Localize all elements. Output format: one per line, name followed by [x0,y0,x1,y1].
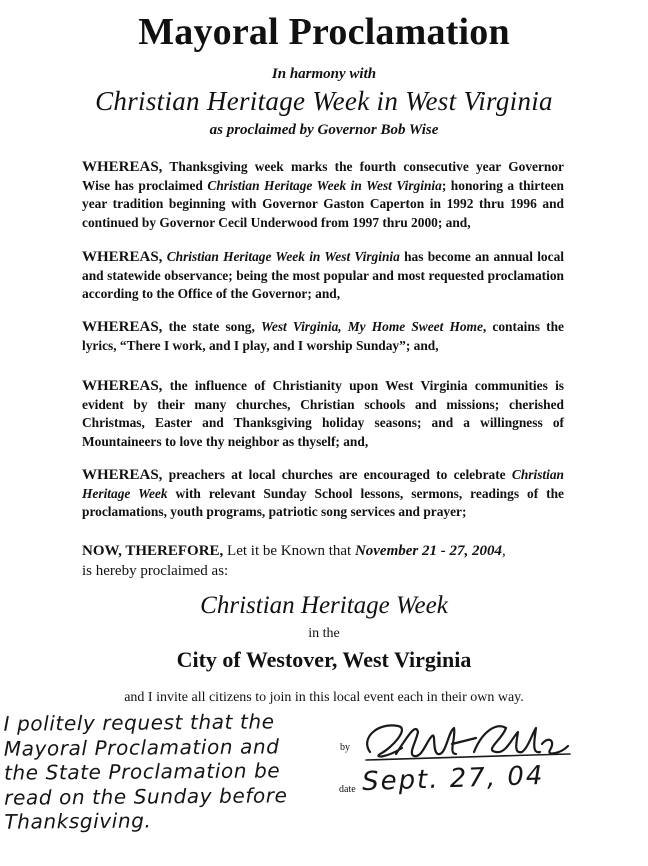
whereas-lead: WHEREAS, [82,319,163,335]
therefore-comma: , [502,543,506,559]
by-label: by [340,742,350,753]
whereas-text: the influence of Christianity upon West Virginia communities is evident by their many churches, Christian schools and missions; cherished Christmas, Easter and Thanksgiving holiday seasons; and a willingness of Mountaineers to love thy neighbor as thyself; and, [82,378,564,449]
in-the-label: in the [308,626,340,641]
whereas-paragraph-3 [82,318,564,355]
city-name: City of Westover, West Virginia [176,647,472,672]
whereas-paragraph-1 [82,158,564,232]
whereas-italic: West Virginia, My Home Sweet Home [260,319,483,334]
handwritten-line: the State Proclamation be [3,758,281,785]
whereas-italic: Christian Heritage Week in West Virginia [162,249,400,264]
whereas-text: , contains the lyrics, “There I work, and I play, and I worship Sunday”; and, [82,319,564,353]
whereas-paragraph-5 [82,466,564,522]
whereas-text: ; honoring a thirteen year tradition beginning with Governor Gaston Caperton in 1992 thru 1996 and continued by Governor Cecil Underwood from 1997 thru 2000; and, [82,177,564,230]
event-heading: Christian Heritage Week in West Virginia [95,86,553,116]
whereas-italic: Christian Heritage Week in West Virginia [207,177,442,193]
signature-graphic [356,718,576,766]
handwritten-line: Mayoral Proclamation and [3,733,280,761]
handwritten-date: Sept. 27, 04 [361,760,545,798]
therefore-text: Let it be Known that [223,543,355,559]
whereas-lead: WHEREAS, [82,249,163,265]
whereas-paragraph-4 [82,377,564,451]
handwritten-note [3,708,404,834]
whereas-text: has become an annual local and statewide observance; being the most popular and most requested proclamation according to the Office of the Governor; and, [82,249,564,302]
page-title: Mayoral Proclamation [138,11,510,53]
whereas-text: with relevant Sunday School lessons, sermons, readings of the proclamations, youth programs, patriotic song services and prayer; [82,485,564,520]
event-dates: November 21 - 27, 2004 [354,543,502,559]
handwritten-line: read on the Sunday before [4,782,288,810]
whereas-paragraph-2 [82,248,564,304]
handwritten-line: Thanksgiving. [4,808,152,834]
invitation-line: and I invite all citizens to join in this local event each in their own way. [124,690,524,705]
whereas-text: preachers at local churches are encouraged to celebrate [162,467,512,482]
whereas-text: the state song, [162,319,261,334]
whereas-italic: Christian Heritage Week [82,467,564,501]
whereas-lead: WHEREAS, [82,378,163,394]
proclaimed-event-title: Christian Heritage Week [200,592,448,619]
proclaimed-by-line: as proclaimed by Governor Bob Wise [209,122,439,138]
date-label: date [339,784,356,795]
whereas-lead: WHEREAS, [82,159,163,175]
whereas-text: Thanksgiving week marks the fourth consecutive year Governor Wise has proclaimed [82,159,564,193]
in-harmony-line: In harmony with [271,66,377,82]
therefore-lead: NOW, THEREFORE, [82,543,224,559]
whereas-lead: WHEREAS, [82,467,163,483]
hereby-proclaimed: is hereby proclaimed as: [82,563,229,579]
handwritten-line: I politely request that the [3,709,275,736]
therefore-paragraph [82,541,582,581]
